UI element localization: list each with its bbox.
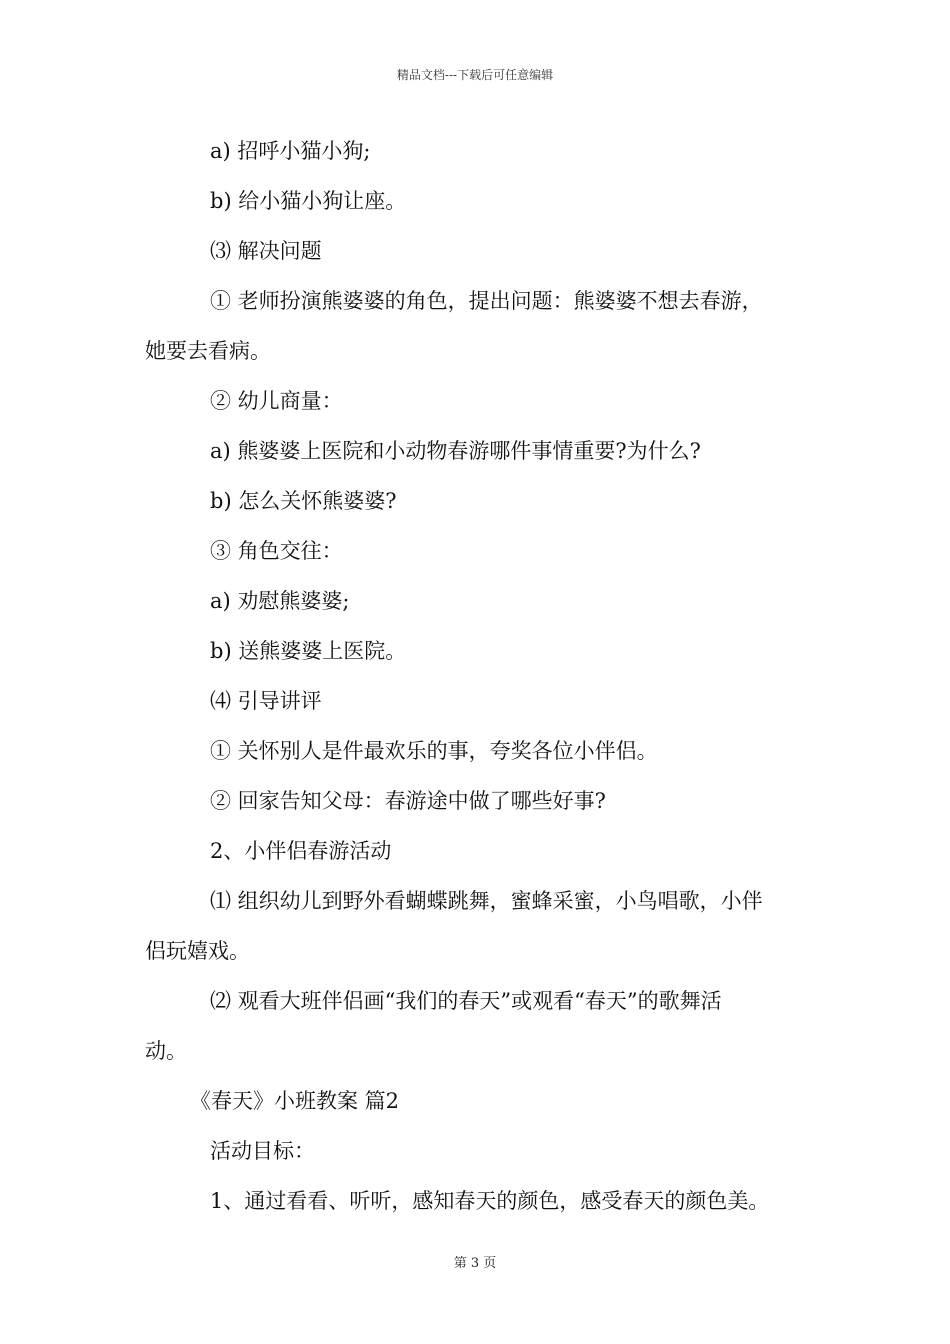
text-line: ① 老师扮演熊婆婆的角色，提出问题：熊婆婆不想去春游，	[210, 289, 763, 313]
text-line: 她要去看病。	[145, 339, 271, 363]
text-line: a) 劝慰熊婆婆;	[210, 589, 350, 613]
text-line: ① 关怀别人是件最欢乐的事，夸奖各位小伴侣。	[210, 739, 658, 763]
page-header: 精品文档---下载后可任意编辑	[396, 68, 554, 82]
text-line: ⑴ 组织幼儿到野外看蝴蝶跳舞，蜜蜂采蜜，小鸟唱歌，小伴	[210, 889, 763, 913]
text-line: a) 招呼小猫小狗;	[210, 139, 371, 163]
text-line: ② 回家告知父母：春游途中做了哪些好事?	[210, 789, 606, 813]
text-line: ⑵ 观看大班伴侣画“我们的春天”或观看“春天”的歌舞活	[210, 989, 722, 1013]
section-title: 《春天》小班教案 篇2	[190, 1089, 400, 1113]
text-line: ③ 角色交往：	[210, 539, 343, 563]
text-line: 侣玩嬉戏。	[145, 939, 250, 963]
section-heading: 2、小伴侣春游活动	[210, 839, 392, 863]
text-line: a) 熊婆婆上医院和小动物春游哪件事情重要?为什么?	[210, 439, 701, 463]
section-heading: ⑶ 解决问题	[210, 239, 322, 263]
text-line: b) 送熊婆婆上医院。	[210, 639, 407, 663]
text-line: b) 给小猫小狗让座。	[210, 189, 407, 213]
page-number: 第 3 页	[453, 1256, 497, 1271]
section-heading: ⑷ 引导讲评	[210, 689, 322, 713]
text-line: b) 怎么关怀熊婆婆?	[210, 489, 397, 513]
text-line: 1、通过看看、听听，感知春天的颜色，感受春天的颜色美。	[210, 1189, 770, 1213]
text-line: 动。	[145, 1039, 187, 1063]
text-line: ② 幼儿商量：	[210, 389, 343, 413]
text-line: 活动目标：	[210, 1139, 315, 1163]
